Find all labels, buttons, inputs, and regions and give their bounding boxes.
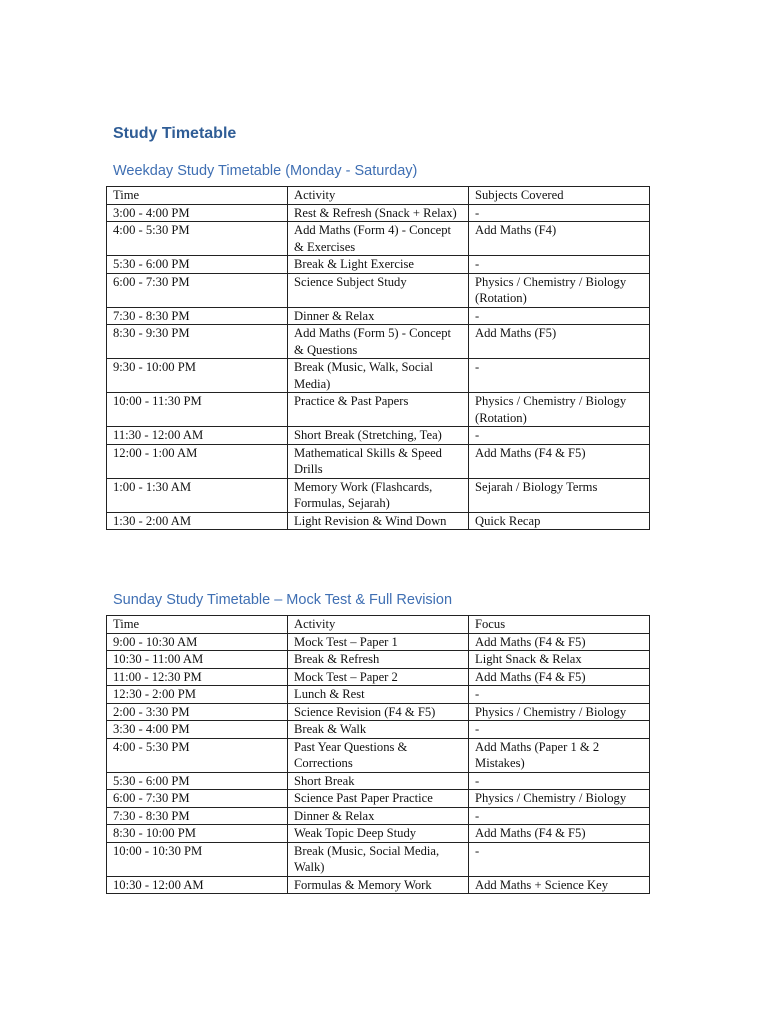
activity-cell: Short Break bbox=[288, 772, 469, 790]
activity-cell: Break & Refresh bbox=[288, 651, 469, 669]
column-header: Time bbox=[107, 187, 288, 205]
subject-cell: Add Maths (F4) bbox=[469, 222, 650, 256]
subject-cell: Physics / Chemistry / Biology bbox=[469, 703, 650, 721]
subject-cell: - bbox=[469, 359, 650, 393]
time-cell: 2:00 - 3:30 PM bbox=[107, 703, 288, 721]
time-cell: 10:30 - 12:00 AM bbox=[107, 876, 288, 894]
subject-cell: - bbox=[469, 842, 650, 876]
table-row bbox=[107, 307, 650, 325]
subject-cell: Quick Recap bbox=[469, 512, 650, 530]
activity-cell: Add Maths (Form 5) - Concept & Questions bbox=[288, 325, 469, 359]
time-cell: 9:30 - 10:00 PM bbox=[107, 359, 288, 393]
activity-cell: Mathematical Skills & Speed Drills bbox=[288, 444, 469, 478]
activity-cell: Past Year Questions & Corrections bbox=[288, 738, 469, 772]
column-header: Subjects Covered bbox=[469, 187, 650, 205]
activity-cell: Dinner & Relax bbox=[288, 807, 469, 825]
activity-cell: Short Break (Stretching, Tea) bbox=[288, 427, 469, 445]
subject-cell: Add Maths (Paper 1 & 2 Mistakes) bbox=[469, 738, 650, 772]
table-row bbox=[107, 738, 650, 772]
table-row bbox=[107, 393, 650, 427]
table-header-row bbox=[107, 616, 650, 634]
activity-cell: Science Revision (F4 & F5) bbox=[288, 703, 469, 721]
table-row bbox=[107, 512, 650, 530]
table-row bbox=[107, 668, 650, 686]
table-row bbox=[107, 273, 650, 307]
activity-cell: Break (Music, Walk, Social Media) bbox=[288, 359, 469, 393]
activity-cell: Break & Walk bbox=[288, 721, 469, 739]
table-row bbox=[107, 703, 650, 721]
activity-cell: Break & Light Exercise bbox=[288, 256, 469, 274]
activity-cell: Add Maths (Form 4) - Concept & Exercises bbox=[288, 222, 469, 256]
activity-cell: Memory Work (Flashcards, Formulas, Sejarah) bbox=[288, 478, 469, 512]
time-cell: 6:00 - 7:30 PM bbox=[107, 790, 288, 808]
time-cell: 10:30 - 11:00 AM bbox=[107, 651, 288, 669]
subject-cell: - bbox=[469, 721, 650, 739]
table-row bbox=[107, 478, 650, 512]
time-cell: 4:00 - 5:30 PM bbox=[107, 738, 288, 772]
activity-cell: Science Subject Study bbox=[288, 273, 469, 307]
activity-cell: Weak Topic Deep Study bbox=[288, 825, 469, 843]
table-row bbox=[107, 721, 650, 739]
page-title: Study Timetable bbox=[113, 125, 237, 142]
table-row bbox=[107, 772, 650, 790]
time-cell: 5:30 - 6:00 PM bbox=[107, 772, 288, 790]
time-cell: 1:00 - 1:30 AM bbox=[107, 478, 288, 512]
time-cell: 7:30 - 8:30 PM bbox=[107, 307, 288, 325]
time-cell: 11:00 - 12:30 PM bbox=[107, 668, 288, 686]
activity-cell: Light Revision & Wind Down bbox=[288, 512, 469, 530]
time-cell: 4:00 - 5:30 PM bbox=[107, 222, 288, 256]
subject-cell: - bbox=[469, 427, 650, 445]
time-cell: 3:00 - 4:00 PM bbox=[107, 204, 288, 222]
time-cell: 8:30 - 9:30 PM bbox=[107, 325, 288, 359]
activity-cell: Science Past Paper Practice bbox=[288, 790, 469, 808]
table-row bbox=[107, 633, 650, 651]
subject-cell: Light Snack & Relax bbox=[469, 651, 650, 669]
subject-cell: - bbox=[469, 256, 650, 274]
table-row bbox=[107, 256, 650, 274]
time-cell: 9:00 - 10:30 AM bbox=[107, 633, 288, 651]
subject-cell: Add Maths (F4 & F5) bbox=[469, 633, 650, 651]
table-row bbox=[107, 222, 650, 256]
time-cell: 6:00 - 7:30 PM bbox=[107, 273, 288, 307]
table-row bbox=[107, 807, 650, 825]
table-row bbox=[107, 876, 650, 894]
table-row bbox=[107, 359, 650, 393]
time-cell: 11:30 - 12:00 AM bbox=[107, 427, 288, 445]
subject-cell: Add Maths + Science Key bbox=[469, 876, 650, 894]
subject-cell: Sejarah / Biology Terms bbox=[469, 478, 650, 512]
time-cell: 10:00 - 10:30 PM bbox=[107, 842, 288, 876]
table-row bbox=[107, 325, 650, 359]
time-cell: 3:30 - 4:00 PM bbox=[107, 721, 288, 739]
subject-cell: Add Maths (F5) bbox=[469, 325, 650, 359]
sunday-section-heading: Sunday Study Timetable – Mock Test & Full Revision bbox=[113, 592, 453, 608]
activity-cell: Practice & Past Papers bbox=[288, 393, 469, 427]
activity-cell: Mock Test – Paper 1 bbox=[288, 633, 469, 651]
time-cell: 1:30 - 2:00 AM bbox=[107, 512, 288, 530]
time-cell: 8:30 - 10:00 PM bbox=[107, 825, 288, 843]
weekday-section-heading: Weekday Study Timetable (Monday - Saturday) bbox=[113, 163, 418, 179]
table-row bbox=[107, 444, 650, 478]
subject-cell: Physics / Chemistry / Biology (Rotation) bbox=[469, 273, 650, 307]
subject-cell: Physics / Chemistry / Biology (Rotation) bbox=[469, 393, 650, 427]
time-cell: 5:30 - 6:00 PM bbox=[107, 256, 288, 274]
column-header: Activity bbox=[288, 187, 469, 205]
time-cell: 12:30 - 2:00 PM bbox=[107, 686, 288, 704]
column-header: Focus bbox=[469, 616, 650, 634]
activity-cell: Rest & Refresh (Snack + Relax) bbox=[288, 204, 469, 222]
subject-cell: Add Maths (F4 & F5) bbox=[469, 825, 650, 843]
activity-cell: Break (Music, Social Media, Walk) bbox=[288, 842, 469, 876]
table-header-row bbox=[107, 187, 650, 205]
table-row bbox=[107, 686, 650, 704]
table-row bbox=[107, 651, 650, 669]
table-row bbox=[107, 204, 650, 222]
table-row bbox=[107, 825, 650, 843]
subject-cell: Physics / Chemistry / Biology bbox=[469, 790, 650, 808]
time-cell: 12:00 - 1:00 AM bbox=[107, 444, 288, 478]
sunday-timetable bbox=[106, 615, 650, 894]
subject-cell: Add Maths (F4 & F5) bbox=[469, 444, 650, 478]
table-row bbox=[107, 790, 650, 808]
column-header: Time bbox=[107, 616, 288, 634]
subject-cell: - bbox=[469, 807, 650, 825]
activity-cell: Dinner & Relax bbox=[288, 307, 469, 325]
weekday-timetable bbox=[106, 186, 650, 530]
table-row bbox=[107, 842, 650, 876]
time-cell: 10:00 - 11:30 PM bbox=[107, 393, 288, 427]
activity-cell: Formulas & Memory Work bbox=[288, 876, 469, 894]
subject-cell: - bbox=[469, 686, 650, 704]
subject-cell: - bbox=[469, 772, 650, 790]
table-row bbox=[107, 427, 650, 445]
activity-cell: Mock Test – Paper 2 bbox=[288, 668, 469, 686]
time-cell: 7:30 - 8:30 PM bbox=[107, 807, 288, 825]
subject-cell: - bbox=[469, 204, 650, 222]
subject-cell: - bbox=[469, 307, 650, 325]
activity-cell: Lunch & Rest bbox=[288, 686, 469, 704]
subject-cell: Add Maths (F4 & F5) bbox=[469, 668, 650, 686]
column-header: Activity bbox=[288, 616, 469, 634]
